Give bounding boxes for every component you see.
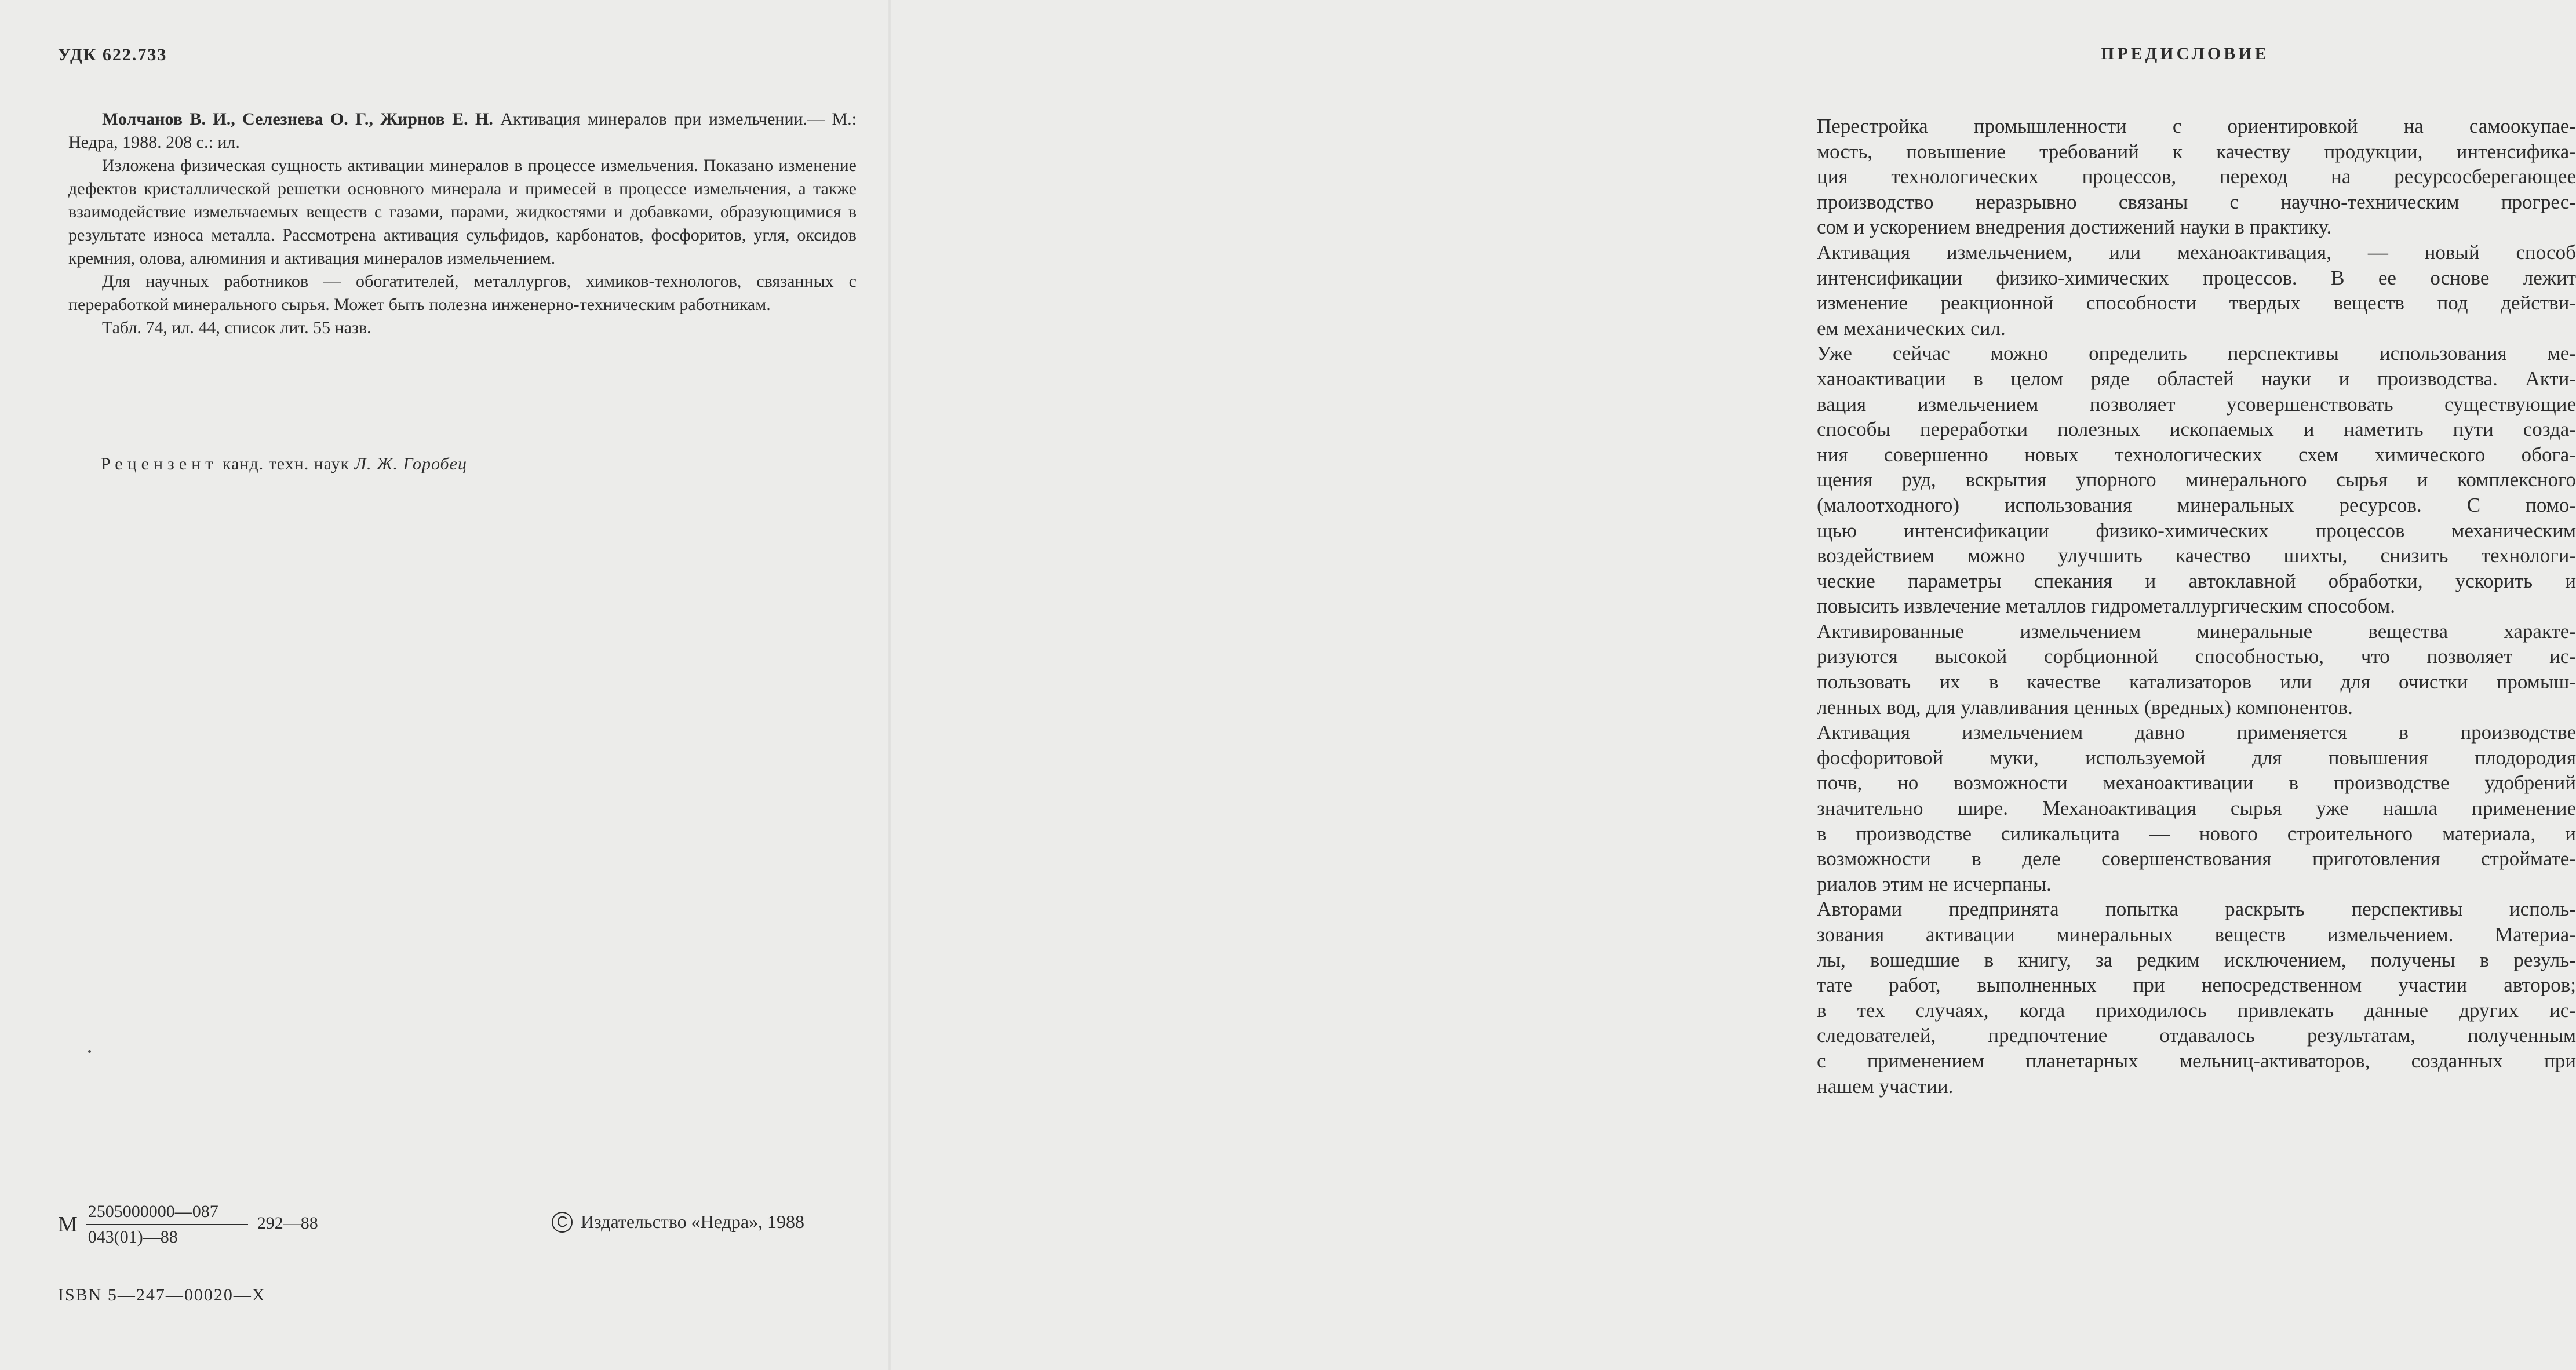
reviewer-title: канд. техн. наук <box>217 454 355 473</box>
preface-line: Активированные измельчением минеральные вещества характе- <box>1817 620 2576 643</box>
catalog-fraction <box>86 1202 248 1247</box>
preface-body <box>1782 114 2576 1099</box>
preface-line: ческие параметры спекания и автоклавной обработки, ускорить и <box>1817 569 2576 592</box>
preface-line: вация измельчением позволяет усовершенствовать существующие <box>1817 392 2576 416</box>
preface-line: возможности в деле совершенствования приготовления строймате- <box>1817 847 2576 870</box>
citation <box>68 108 857 154</box>
preface-paragraph <box>1782 897 2576 1099</box>
preface-title: ПРЕДИСЛОВИЕ <box>2101 44 2269 63</box>
reviewer-name: Л. Ж. Горобец <box>354 454 467 473</box>
preface-line: значительно шире. Механоактивация сырья уже нашла применение <box>1817 797 2576 820</box>
catalog-denominator: 043(01)—88 <box>88 1227 178 1247</box>
preface-line: тате работ, выполненных при непосредственном участии авторов; <box>1817 974 2576 997</box>
preface-line: ция технологических процессов, переход на ресурсосберегающее <box>1817 165 2576 188</box>
isbn: ISBN 5—247—00020—X <box>58 1285 266 1305</box>
preface-paragraph <box>1782 341 2576 619</box>
preface-line: фосфоритовой муки, используемой для повышения плодородия <box>1817 746 2576 769</box>
preface-line: следователей, предпочтение отдавалось результатам, полученным <box>1817 1024 2576 1047</box>
preface-line: ленных вод, для улавливания ценных (вредных) компонентов. <box>1817 695 2353 719</box>
preface-line: (малоотходного) использования минеральных ресурсов. С помо- <box>1817 493 2576 516</box>
preface-line: риалов этим не исчерпаны. <box>1817 872 2052 895</box>
annotation: Изложена физическая сущность активации минералов в процессе измельчения. Показано изменение дефектов кристаллической решетки основного минерала и примесей в процессе измельчения, а также взаимодействие измельчаемых веществ с газами, парами, жидкостями и добавками, образующимися в результате износа металла. Рассмотрена активация сульфидов, карбонатов, фосфоритов, угля, оксидов кремния, олова, алюминия и активация минералов измельчением. <box>68 156 857 268</box>
preface-line: пользовать их в качестве катализаторов или для очистки промыш- <box>1817 671 2576 694</box>
preface-line: в производстве силикальцита — нового строительного материала, и <box>1817 822 2576 845</box>
preface-paragraph <box>1782 114 2576 240</box>
preface-line: производство неразрывно связаны с научно-техническим прогрес- <box>1817 190 2576 213</box>
preface-paragraph <box>1782 720 2576 897</box>
copyright-icon: C <box>552 1212 573 1233</box>
preface-line: лы, вошедшие в книгу, за редким исключением, получены в резуль- <box>1817 948 2576 971</box>
preface-line: Активация измельчением давно применяется в производстве <box>1817 721 2576 744</box>
catalog-tail: 292—88 <box>257 1214 318 1233</box>
copyright-line <box>552 1211 804 1233</box>
preface-line: изменение реакционной способности твердых веществ под действи- <box>1817 292 2576 315</box>
preface-paragraph <box>1782 619 2576 720</box>
catalog-index <box>58 1202 318 1247</box>
preface-line: воздействием можно улучшить качество шихты, снизить технологи- <box>1817 544 2576 567</box>
preface-line: ризуются высокой сорбционной способностью, что позволяет ис- <box>1817 645 2576 668</box>
preface-line: ния совершенно новых технологических схем химического обога- <box>1817 443 2576 466</box>
copyright-text: Издательство «Недра», 1988 <box>581 1211 805 1232</box>
bibliographic-description <box>68 108 857 340</box>
preface-line: Уже сейчас можно определить перспективы использования ме- <box>1817 342 2576 365</box>
print-speck <box>88 1050 91 1053</box>
preface-line: зования активации минеральных веществ измельчением. Материа- <box>1817 923 2576 946</box>
citation-rest: Активация минералов при измельчении.— М.: Недра, 1988. 208 с.: ил. <box>68 110 857 152</box>
preface-line: почв, но возможности механоактивации в производстве удобрений <box>1817 771 2576 795</box>
preface-line: Активация измельчением, или механоактивация, — новый способ <box>1817 241 2576 264</box>
preface-line: способы переработки полезных ископаемых и наметить пути созда- <box>1817 418 2576 441</box>
preface-line: ханоактивации в целом ряде областей науки и производства. Акти- <box>1817 367 2576 390</box>
citation-authors: Молчанов В. И., Селезнева О. Г., Жирнов Е. Н. <box>102 110 493 129</box>
preface-line: в тех случаях, когда приходилось привлекать данные других ис- <box>1817 999 2576 1022</box>
stats-line: Табл. 74, ил. 44, список лит. 55 назв. <box>102 318 371 337</box>
preface-line: Авторами предпринята попытка раскрыть перспективы исполь- <box>1817 898 2576 921</box>
preface-line: Перестройка промышленности с ориентировкой на самоокупае- <box>1817 115 2576 137</box>
preface-line: нашем участии. <box>1817 1074 1954 1098</box>
preface-line: мость, повышение требований к качеству продукции, интенсифика- <box>1817 140 2576 163</box>
right-page <box>890 0 2576 1370</box>
audience-note: Для научных работников — обогатителей, металлургов, химиков-технологов, связанных с переработкой минерального сырья. Может быть полезна инженерно-техническим работникам. <box>68 272 857 314</box>
reviewer-line <box>101 454 467 474</box>
preface-line: интенсификации физико-химических процессов. В ее основе лежит <box>1817 266 2576 289</box>
preface-line: сом и ускорением внедрения достижений науки в практику. <box>1817 216 2332 239</box>
preface-line: ем механических сил. <box>1817 316 2006 340</box>
preface-line: повысить извлечение металлов гидрометаллургическим способом. <box>1817 595 2396 618</box>
udc-code: УДК 622.733 <box>58 45 167 64</box>
reviewer-label: Рецензент <box>101 454 218 473</box>
preface-paragraph <box>1782 240 2576 341</box>
preface-line: щью интенсификации физико-химических процессов механическим <box>1817 519 2576 542</box>
preface-line: щения руд, вскрытия упорного минерального сырья и комплексного <box>1817 468 2576 491</box>
preface-line: с применением планетарных мельниц-активаторов, созданных при <box>1817 1049 2576 1072</box>
catalog-numerator: 2505000000—087 <box>86 1202 248 1225</box>
catalog-letter: М <box>58 1212 78 1237</box>
left-page <box>0 0 890 1370</box>
